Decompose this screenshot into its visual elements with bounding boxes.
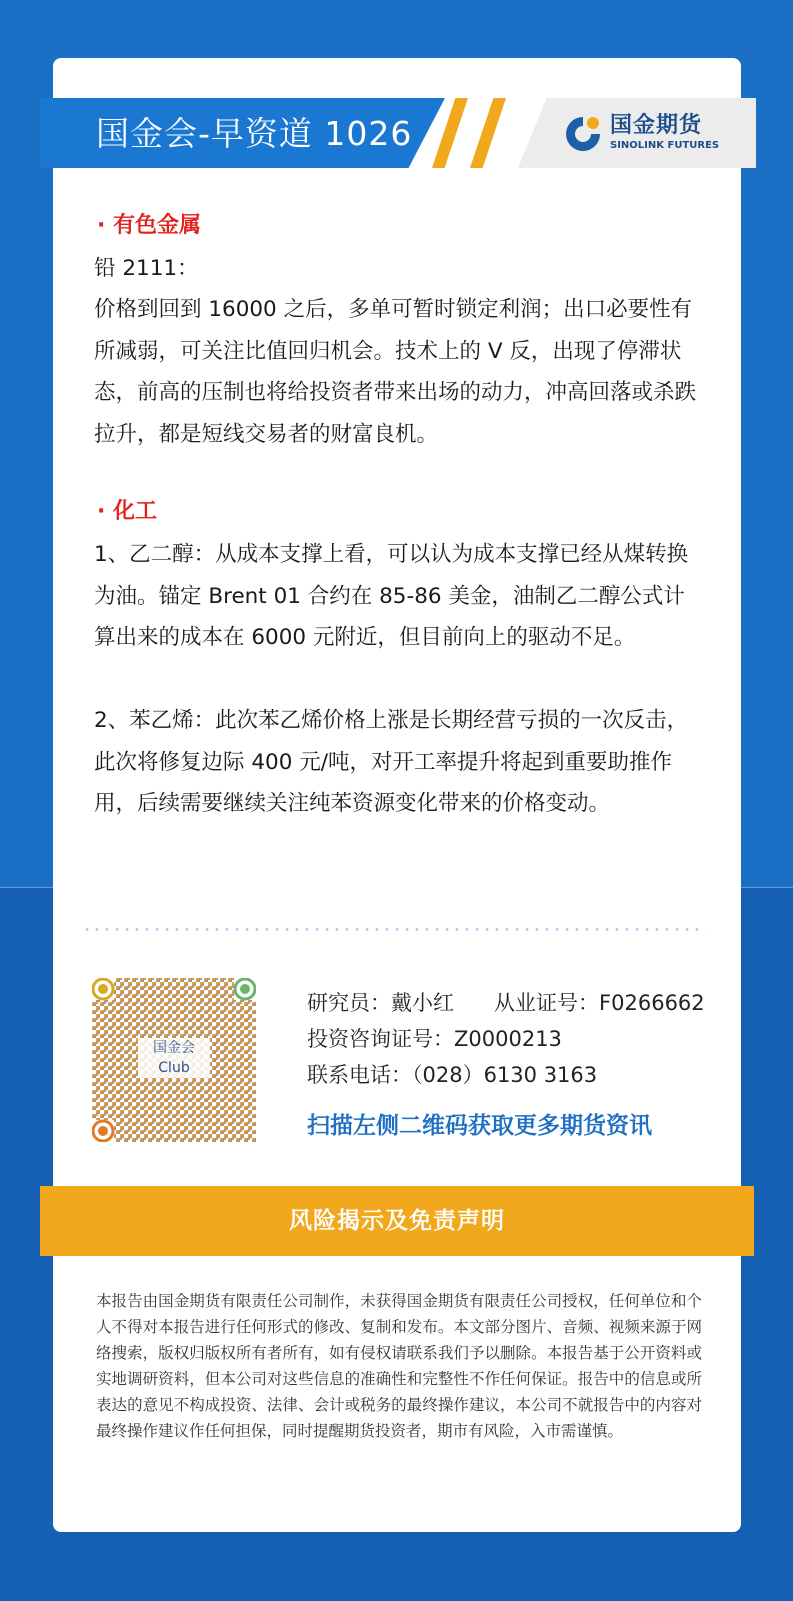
dotted-divider [82, 928, 706, 931]
qr-center-label [138, 1038, 210, 1078]
disclaimer-text: 本报告由国金期货有限责任公司制作，未获得国金期货有限责任公司授权，任何单位和个人不得对本报告进行任何形式的修改、复制和发布。本文部分图片、音频、视频来源于网络搜索，版权归版权所有者所有，如有侵权请联系我们予以删除。本报告基于公开资料或实地调研资料，但本公司对这些信息的准确性和完整性不作任何保证。报告中的信息或所表达的意见不构成投资、法律、会计或税务的最终操作建议，本公司不就报告中的内容对最终操作建议作任何担保，同时提醒期货投资者，期市有风险，入市需谨慎。 [96, 1292, 702, 1440]
metals-analysis-paragraph: 价格到回到 16000 之后，多单可暂时锁定利润；出口必要性有所减弱，可关注比值回归机会。技术上的 V 反，出现了停滞状态，前高的压制也将给投资者带来出场的动力，冲高回落或杀跌拉升，都是短线交易者的财富良机。 [94, 297, 697, 447]
contract-label: 铅 2111： [94, 256, 199, 281]
styrene-paragraph: 2、苯乙烯：此次苯乙烯价格上涨是长期经营亏损的一次反击，此次将修复边际 400 元/吨，对开工率提升将起到重要助推作用，后续需要继续关注纯苯资源变化带来的价格变动。 [94, 708, 689, 816]
qr-finder-top-left [92, 978, 114, 1000]
qr-label-line1: 国金会 [153, 1040, 195, 1056]
consult-cert-info: 投资咨询证号：Z0000213 [307, 1027, 562, 1051]
logo-english-name: SINOLINK FUTURES [610, 140, 720, 151]
ethylene-glycol-paragraph: 1、乙二醇：从成本支撑上看，可以认为成本支撑已经从煤转换为油。锚定 Brent 01 合约在 85-86 美金，油制乙二醇公式计算出来的成本在 6000 元附近，但目前向上的驱动不足。 [94, 542, 689, 650]
logo-chinese-name: 国金期货 [610, 113, 703, 138]
qr-finder-top-right [234, 978, 256, 1000]
scan-prompt: 扫描左侧二维码获取更多期货资讯 [307, 1113, 652, 1139]
section-heading-chemicals: · 化工 [97, 499, 158, 524]
researcher-info: 研究员：戴小红 从业证号：F0266662 [307, 991, 705, 1015]
phone-info: 联系电话：（028）6130 3163 [307, 1063, 598, 1087]
section-heading-metals: · 有色金属 [97, 213, 202, 238]
page-title: 国金会-早资道 1026 [96, 114, 413, 153]
sinolink-logo-icon [562, 112, 604, 154]
qr-label-line2: Club [158, 1060, 190, 1076]
risk-title: 风险揭示及免责声明 [289, 1208, 505, 1234]
qr-finder-bottom-left [92, 1120, 114, 1142]
